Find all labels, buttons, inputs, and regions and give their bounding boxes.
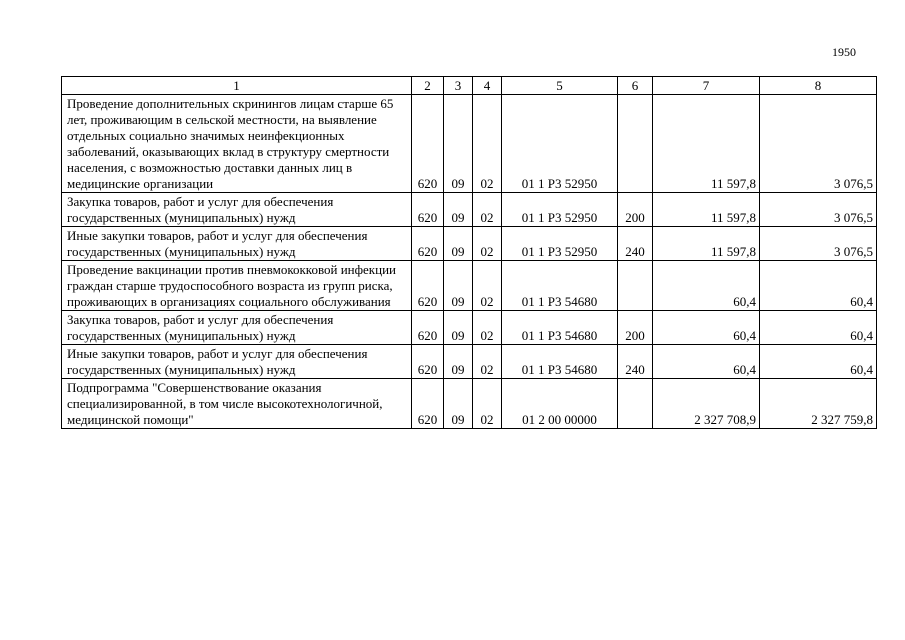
table-row (62, 345, 877, 379)
row-section-code: 09 (444, 311, 473, 345)
row-amount-col7: 60,4 (653, 345, 760, 379)
row-target-article: 01 1 Р3 54680 (502, 311, 618, 345)
table-row (62, 379, 877, 429)
row-amount-col7: 60,4 (653, 261, 760, 311)
row-amount-col7: 60,4 (653, 311, 760, 345)
row-subsection-code: 02 (473, 345, 502, 379)
row-ministry-code: 620 (412, 261, 444, 311)
row-ministry-code: 620 (412, 95, 444, 193)
row-ministry-code: 620 (412, 345, 444, 379)
budget-table (61, 76, 877, 429)
row-amount-col8: 60,4 (760, 311, 877, 345)
row-name: Проведение вакцинации против пневмококковой инфекции граждан старше трудоспособного возраста из групп риска, проживающих в организациях социального обслуживания (62, 261, 412, 311)
row-section-code: 09 (444, 345, 473, 379)
row-amount-col8: 2 327 759,8 (760, 379, 877, 429)
header-row (62, 77, 877, 95)
table-row (62, 227, 877, 261)
header-col-5: 5 (502, 77, 618, 95)
row-section-code: 09 (444, 261, 473, 311)
row-section-code: 09 (444, 227, 473, 261)
row-target-article: 01 1 Р3 52950 (502, 227, 618, 261)
table-row (62, 193, 877, 227)
row-expense-type: 240 (618, 345, 653, 379)
row-name: Закупка товаров, работ и услуг для обеспечения государственных (муниципальных) нужд (62, 193, 412, 227)
row-amount-col8: 60,4 (760, 345, 877, 379)
table-row (62, 261, 877, 311)
row-expense-type: 200 (618, 311, 653, 345)
row-amount-col8: 3 076,5 (760, 95, 877, 193)
row-target-article: 01 1 Р3 54680 (502, 261, 618, 311)
row-amount-col7: 2 327 708,9 (653, 379, 760, 429)
header-col-3: 3 (444, 77, 473, 95)
row-section-code: 09 (444, 95, 473, 193)
row-name: Иные закупки товаров, работ и услуг для обеспечения государственных (муниципальных) нужд (62, 227, 412, 261)
row-expense-type (618, 95, 653, 193)
row-subsection-code: 02 (473, 227, 502, 261)
row-expense-type (618, 379, 653, 429)
row-expense-type (618, 261, 653, 311)
header-col-2: 2 (412, 77, 444, 95)
page-number: 1950 (832, 45, 856, 59)
row-amount-col7: 11 597,8 (653, 95, 760, 193)
row-target-article: 01 1 Р3 52950 (502, 95, 618, 193)
row-amount-col7: 11 597,8 (653, 227, 760, 261)
row-target-article: 01 1 Р3 54680 (502, 345, 618, 379)
header-col-6: 6 (618, 77, 653, 95)
row-ministry-code: 620 (412, 311, 444, 345)
row-ministry-code: 620 (412, 227, 444, 261)
header-col-8: 8 (760, 77, 877, 95)
row-subsection-code: 02 (473, 379, 502, 429)
row-amount-col8: 3 076,5 (760, 193, 877, 227)
row-expense-type: 240 (618, 227, 653, 261)
row-section-code: 09 (444, 379, 473, 429)
row-name: Проведение дополнительных скринингов лицам старше 65 лет, проживающим в сельской местности, на выявление отдельных социально значимых неинфекционных заболеваний, оказывающих вклад в структуру смертности населения, с возможностью доставки данных лиц в медицинские организации (62, 95, 412, 193)
header-col-4: 4 (473, 77, 502, 95)
row-amount-col8: 3 076,5 (760, 227, 877, 261)
row-name: Иные закупки товаров, работ и услуг для обеспечения государственных (муниципальных) нужд (62, 345, 412, 379)
row-amount-col7: 11 597,8 (653, 193, 760, 227)
row-subsection-code: 02 (473, 95, 502, 193)
header-col-1: 1 (62, 77, 412, 95)
table-row (62, 95, 877, 193)
row-target-article: 01 1 Р3 52950 (502, 193, 618, 227)
row-target-article: 01 2 00 00000 (502, 379, 618, 429)
row-amount-col8: 60,4 (760, 261, 877, 311)
row-name: Закупка товаров, работ и услуг для обеспечения государственных (муниципальных) нужд (62, 311, 412, 345)
row-section-code: 09 (444, 193, 473, 227)
row-expense-type: 200 (618, 193, 653, 227)
table-row (62, 311, 877, 345)
row-ministry-code: 620 (412, 193, 444, 227)
row-subsection-code: 02 (473, 311, 502, 345)
row-subsection-code: 02 (473, 193, 502, 227)
header-col-7: 7 (653, 77, 760, 95)
row-ministry-code: 620 (412, 379, 444, 429)
row-subsection-code: 02 (473, 261, 502, 311)
row-name: Подпрограмма "Совершенствование оказания специализированной, в том числе высокотехнологичной, медицинской помощи" (62, 379, 412, 429)
